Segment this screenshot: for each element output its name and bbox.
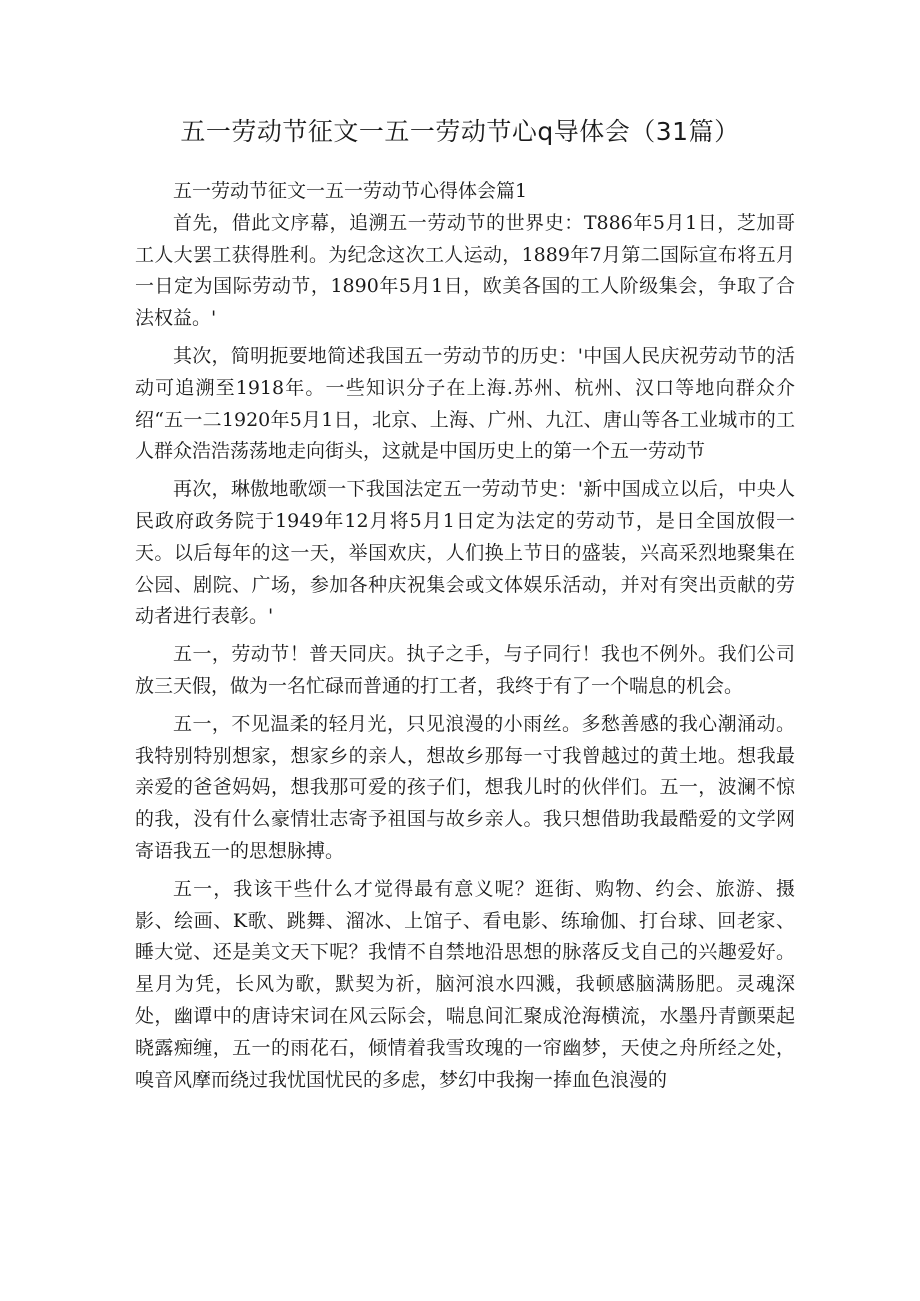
- paragraph-3: 再次，琳傲地歌颂一下我国法定五一劳动节史：'新中国成立以后，中央人民政府政务院于1949年12月将5月1日定为法定的劳动节，是日全国放假一天。以后每年的这一天，举国欢庆，人们换上节日的盛装，兴高采烈地聚集在公园、剧院、广场，参加各种庆祝集会或文体娱乐活动，并对有突出贡献的劳动者进行表彰。': [135, 478, 795, 628]
- paragraph-4: 五一，劳动节！普天同庆。执子之手，与子同行！我也不例外。我们公司放三天假，做为一名忙碌而普通的打工者，我终于有了一个喘息的机会。: [135, 643, 795, 697]
- document-body: [135, 176, 795, 1096]
- paragraph-5: 五一，不见温柔的轻月光，只见浪漫的小雨丝。多愁善感的我心潮涌动。我特别特别想家，想家乡的亲人，想故乡那每一寸我曾越过的黄土地。想我最亲爱的爸爸妈妈，想我那可爱的孩子们，想我儿时的伙伴们。五一，波澜不惊的我，没有什么豪情壮志寄予祖国与故乡亲人。我只想借助我最酷爱的文学网寄语我五一的思想脉搏。: [135, 712, 795, 862]
- document-title: 五一劳动节征文一五一劳动节心q导体会（31篇）: [180, 117, 740, 146]
- section-heading: 五一劳动节征文一五一劳动节心得体会篇1: [173, 180, 528, 202]
- paragraph-2: 其次，简明扼要地简述我国五一劳动节的历史：'中国人民庆祝劳动节的活动可追溯至1918年。一些知识分子在上海.苏州、杭州、汉口等地向群众介绍“五一二1920年5月1日，北京、上海、广州、九江、唐山等各工业城市的工人群众浩浩荡荡地走向街头，这就是中国历史上的第一个五一劳动节: [135, 344, 795, 463]
- paragraph-1: 首先，借此文序幕，追溯五一劳动节的世界史：T886年5月1日，芝加哥工人大罢工获得胜利。为纪念这次工人运动，1889年7月第二国际宣布将五月一日定为国际劳动节，1890年5月1日，欧美各国的工人阶级集会，争取了合法权益。': [135, 211, 795, 330]
- paragraph-6: 五一，我该干些什么才觉得最有意义呢？逛街、购物、约会、旅游、摄影、绘画、K歌、跳舞、溜冰、上馆子、看电影、练瑜伽、打台球、回老家、睡大觉、还是美文天下呢？我情不自禁地沿思想的脉落反戈自己的兴趣爱好。星月为凭，长风为歌，默契为祈，脑河浪水四溅，我顿感脑满肠肥。灵魂深处，幽谭中的唐诗宋词在风云际会，喘息间汇聚成沧海横流，水墨丹青颤栗起晓露痴缠，五一的雨花石，倾情着我雪玫瑰的一帘幽梦，天使之舟所经之处，嗅音风摩而绕过我忧国忧民的多虑，梦幻中我掬一捧血色浪漫的: [135, 877, 795, 1091]
